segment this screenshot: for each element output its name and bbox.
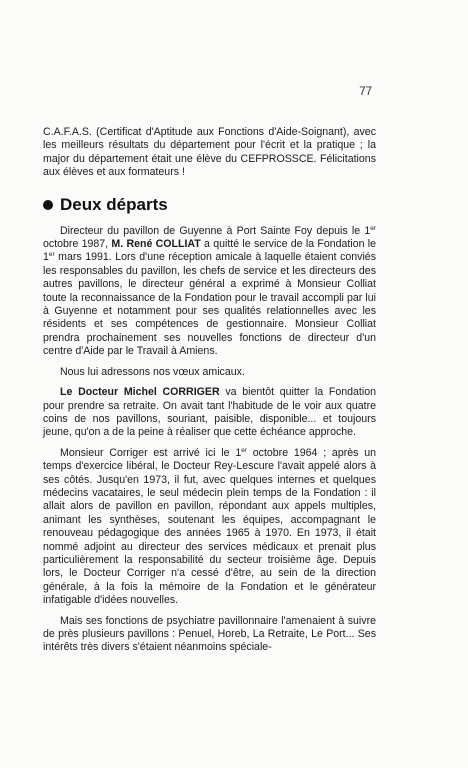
paragraph-wishes: Nous lui adressons nos vœux amicaux. (60, 365, 245, 378)
paragraph-corriger-career: Monsieur Corriger est arrivé ici le 1er octobre 1964 ; après un temps d'exercice libéral, le Docteur Rey-Lescure l'avait appelé alors à ses côtés. Jusqu'en 1973, il fut, avec quelques internes et quelques médecins vacataires, le seul médecin plein temps de la Fondation : il allait alors de pavillon en pavillon, répondant aux appels multiples, animant les synthèses, soutenant les équipes, accompagnant le renouveau pédagogique des années 1965 à 1970. En 1973, il était nommé adjoint au directeur des services médicaux et prenait plus particulièrement la responsabilité du secteur troisième âge. Depuis lors, le Docteur Corriger n'a cessé d'être, au sein de la direction générale, à la fois la mémoire de la Fondation et le générateur infatigable d'idées nouvelles. (43, 446, 376, 607)
bullet-icon (43, 200, 53, 210)
section-heading (43, 195, 376, 215)
name-corriger: Le Docteur Michel CORRIGER (60, 386, 220, 399)
paragraph-corriger-functions: Mais ses fonctions de psychiatre pavillonnaire l'amenaient à suivre de près plusieurs pavillons : Penuel, Horeb, La Retraite, Le Port... Ses intérêts très divers s'étaient néanmoins spéciale- (43, 614, 376, 654)
name-colliat: M. René COLLIAT (111, 238, 201, 251)
page-content (43, 126, 376, 655)
page-number: 77 (359, 86, 372, 98)
paragraph-corriger-intro: Le Docteur Michel CORRIGER va bientôt quitter la Fondation pour prendre sa retraite. On avait tant l'habitude de le voir aux quatre coins de nos pavillons, souriant, paisible, disponible... et toujours jeune, qu'on a de la peine à réaliser que cette échéance approche. (43, 386, 376, 439)
intro-paragraph: C.A.F.A.S. (Certificat d'Aptitude aux Fonctions d'Aide-Soignant), avec les meilleurs résultats du département pour l'écrit et la pratique ; la major du département était une élève du CEFPROSSCE. Félicitations aux élèves et aux formateurs ! (43, 126, 376, 179)
paragraph-colliat: Directeur du pavillon de Guyenne à Port Sainte Foy depuis le 1er octobre 1987, M. René COLLIAT a quitté le service de la Fondation le 1er mars 1991. Lors d'une réception amicale à laquelle étaient conviés les responsables du pavillon, les chefs de service et les directeurs des autres pavillons, le directeur général a exprimé à Monsieur Colliat toute la reconnaissance de la Fondation pour le travail accompli par lui à Guyenne et notamment pour ses qualités relationnelles avec les résidents et ses compétences de gestionnaire. Monsieur Colliat prendra prochainement ses nouvelles fonctions de directeur d'un centre d'Aide par le Travail à Amiens. (43, 224, 377, 358)
section-heading-text: Deux départs (60, 194, 168, 214)
